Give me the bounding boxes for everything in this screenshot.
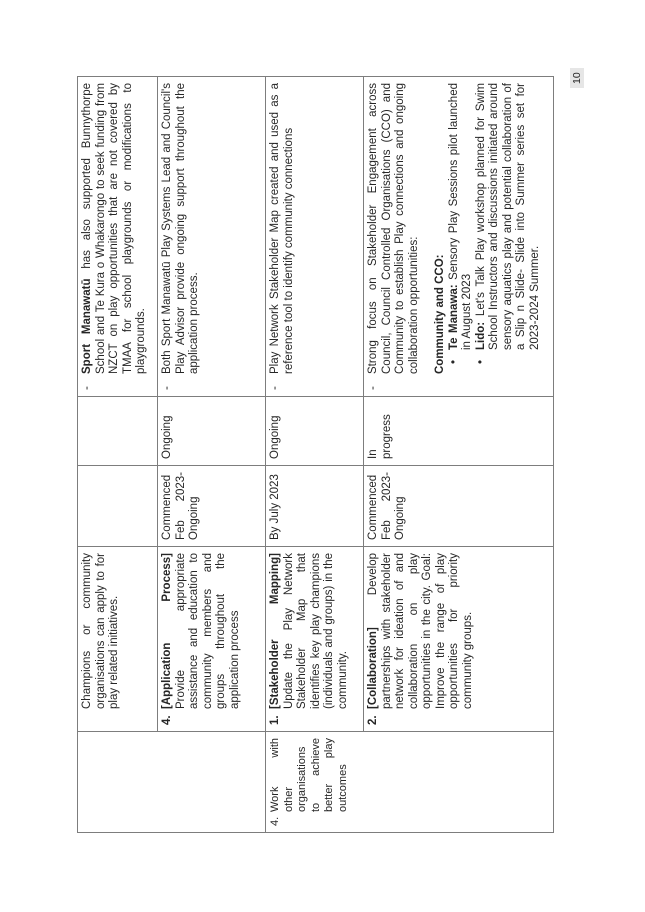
action-cell	[364, 547, 554, 732]
bullet-lead-bold: Lido:	[474, 321, 487, 350]
dash-bullet: -	[367, 386, 379, 390]
goal-text: Work with other organisations to achieve better play outcomes	[269, 738, 349, 812]
update-cell	[364, 77, 554, 397]
action-tag-bold: [Stakeholder Mapping]	[269, 553, 281, 709]
bullet-text: Let's Talk Play workshop planned for Swim School Instructors and discussions initiated around sensory aquatics play and potential collaboration of a Slip n Slide- Slide into Summer series set for 2023-2024 Summer.	[474, 83, 541, 350]
table-row	[158, 77, 266, 833]
bullet-lead-bold: Te Manawa:	[447, 284, 460, 350]
bullet-text: Sensory Play Sessions pilot launched in August 2023	[447, 83, 473, 350]
action-number: 4.	[161, 715, 173, 725]
action-number: 1.	[269, 715, 281, 725]
status-text: Ongoing	[269, 415, 281, 459]
update-text: has also supported Bunnythorpe School and Te Kura o Whakarongo to seek funding from NZCT on play opportunities that are not covered by TMAA for school playgrounds or modifications to playgrounds.	[81, 83, 147, 374]
action-item	[269, 553, 350, 725]
bullet-item	[448, 83, 475, 390]
update-item	[269, 83, 296, 390]
action-continuation-text: Champions or community organisations can apply to for play related initiatives.	[81, 553, 120, 709]
timeline-text: By July 2023	[269, 474, 281, 540]
action-cell	[266, 547, 364, 732]
update-cell	[78, 77, 158, 397]
update-intro-text: Strong focus on Stakeholder Engagement across Council, Council Controlled Organisations (CCO) and Community to establish Play connections and ongoing collaboration opportunities:	[367, 83, 420, 374]
goal-number: 4.	[269, 816, 281, 826]
table-row	[364, 77, 554, 833]
action-number: 2.	[367, 715, 379, 725]
update-cell	[266, 77, 364, 397]
table-row	[266, 77, 364, 833]
goal-cell-empty	[78, 732, 266, 833]
action-tag-bold: [Collaboration]	[367, 627, 379, 709]
update-heading: Community and CCO:	[434, 254, 446, 374]
timeline-text: Commenced Feb 2023- Ongoing	[367, 472, 406, 540]
timeline-text: Commenced Feb 2023- Ongoing	[161, 472, 200, 540]
status-cell	[158, 397, 266, 466]
action-item	[161, 553, 242, 725]
bullet-marker-icon: •	[447, 359, 460, 364]
status-text: In progress	[367, 414, 393, 459]
goal-item	[269, 738, 350, 826]
update-lead-bold: Sport Manawatū	[81, 278, 93, 374]
dash-bullet: -	[269, 386, 281, 390]
update-text: Play Network Stakeholder Map created and used as a reference tool to identify community connections	[269, 83, 295, 374]
bullet-item	[475, 83, 543, 390]
update-text: Both Sport Manawatū Play Systems Lead and Council's Play Advisor provide ongoing support throughout the application process.	[161, 83, 200, 374]
timeline-cell	[364, 466, 554, 547]
action-cell	[158, 547, 266, 732]
action-text: Provide appropriate assistance and education to community members and groups throughout the application process	[174, 553, 241, 709]
action-item	[367, 553, 475, 725]
timeline-cell	[158, 466, 266, 547]
timeline-cell	[78, 466, 158, 547]
action-cell	[78, 547, 158, 732]
status-text: Ongoing	[161, 415, 173, 459]
update-item	[161, 83, 202, 390]
status-cell	[266, 397, 364, 466]
update-item	[81, 83, 149, 390]
status-cell	[78, 397, 158, 466]
table-row	[78, 77, 158, 833]
goal-cell	[266, 732, 554, 833]
bullet-marker-icon: •	[474, 359, 487, 364]
dash-bullet: -	[161, 386, 173, 390]
action-tag-bold: [Application Process]	[161, 553, 173, 709]
dash-bullet: -	[81, 386, 93, 390]
action-text: Update the Play Network Stakeholder Map that identifies key play champions (individuals and groups) in the community.	[282, 553, 349, 709]
page-number: 10	[570, 68, 584, 88]
update-item	[367, 83, 421, 390]
progress-table	[77, 76, 554, 833]
status-cell	[364, 397, 554, 466]
update-cell	[158, 77, 266, 397]
action-text: Develop partnerships with stakeholder network for ideation of and collaboration on play opportunities in the city. Goal: Improve the range of play opportunities for priority community groups.	[367, 553, 474, 709]
timeline-cell	[266, 466, 364, 547]
